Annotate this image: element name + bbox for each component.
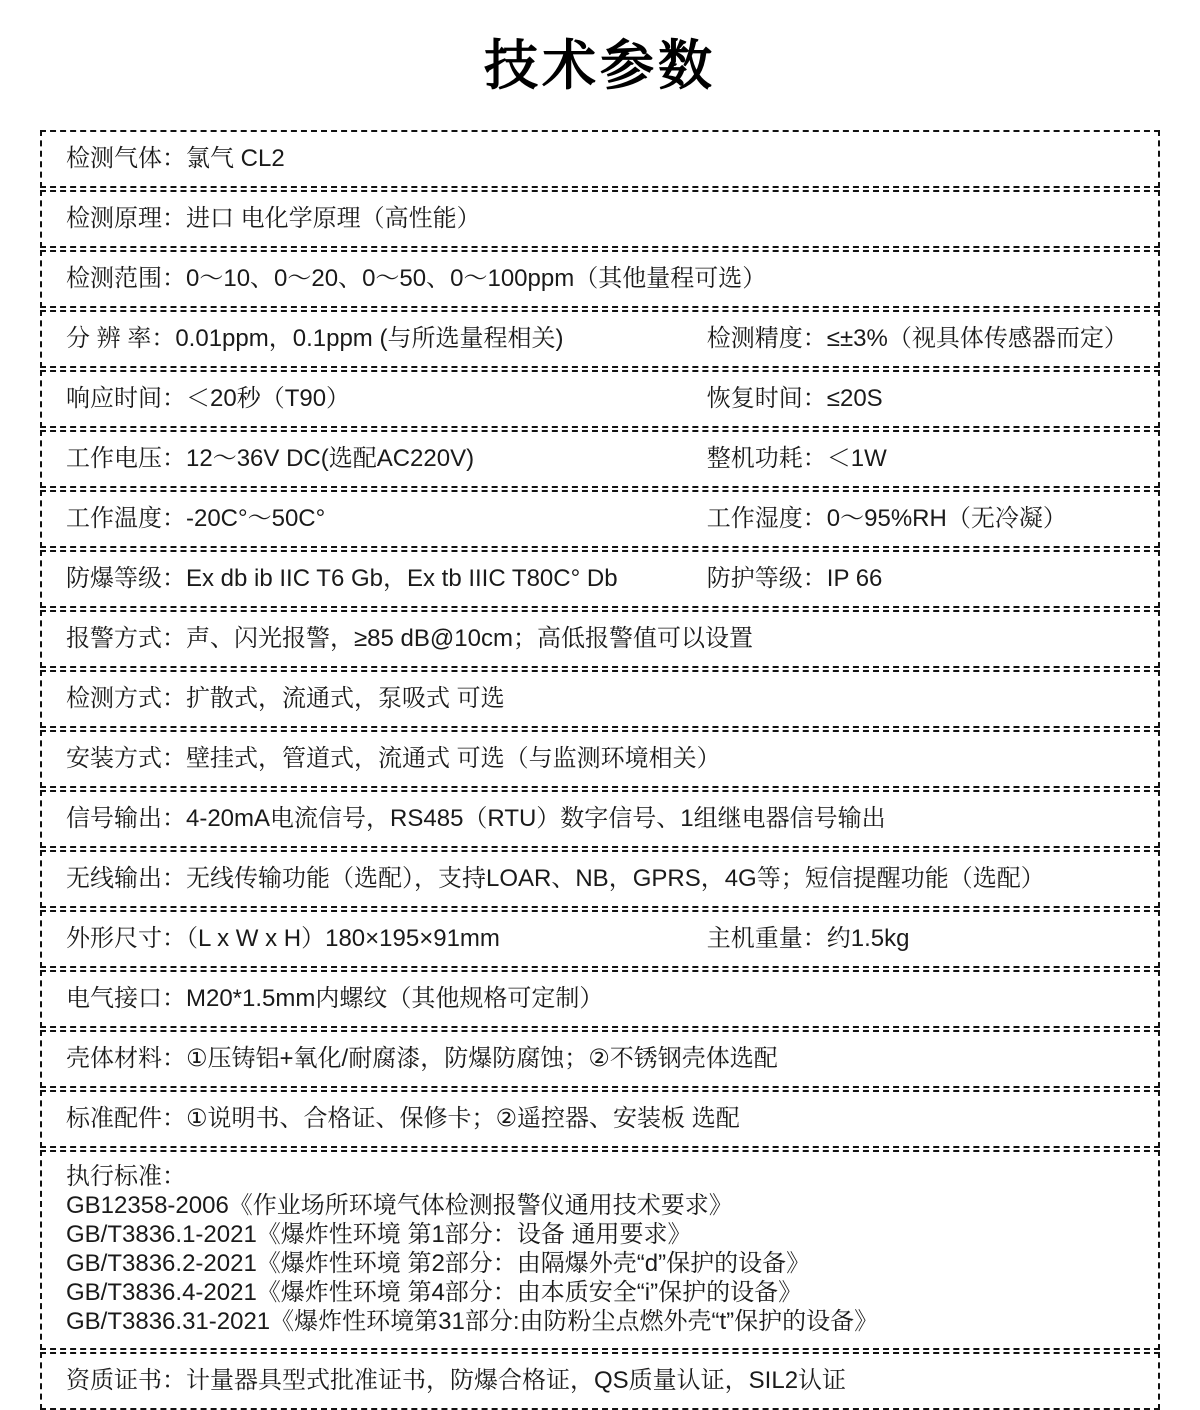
spec-text: 信号输出：4-20mA电流信号，RS485（RTU）数字信号、1组继电器信号输出 <box>66 805 886 832</box>
spec-text: 工作湿度：0～95%RH（无冷凝） <box>706 505 1067 532</box>
spec-text: 防护等级：IP 66 <box>706 565 883 592</box>
page-title: 技术参数 <box>484 36 716 96</box>
spec-row-dimensions-weight <box>40 910 1160 968</box>
standards-line: GB/T3836.4-2021《爆炸性环境 第4部分：由本质安全“i”保护的设备》 <box>66 1279 803 1306</box>
spec-text: 防爆等级：Ex db ib IIC T6 Gb，Ex tb IIIC T80C° Db <box>66 565 618 592</box>
spec-row-principle <box>40 190 1160 248</box>
spec-row-detection-mode <box>40 670 1160 728</box>
spec-row-explosion-ip <box>40 550 1160 608</box>
spec-row-resolution-accuracy <box>40 310 1160 368</box>
spec-text: 分 辨 率：0.01ppm，0.1ppm (与所选量程相关) <box>66 325 564 352</box>
spec-text: 资质证书：计量器具型式批准证书，防爆合格证，QS质量认证，SIL2认证 <box>66 1367 847 1394</box>
standards-line: GB/T3836.1-2021《爆炸性环境 第1部分：设备 通用要求》 <box>66 1221 692 1248</box>
spec-table <box>40 130 1160 1410</box>
spec-row-electrical-interface <box>40 970 1160 1028</box>
spec-row-response-recovery <box>40 370 1160 428</box>
spec-text: 整机功耗：＜1W <box>706 445 887 472</box>
spec-text: 标准配件：①说明书、合格证、保修卡；②遥控器、安装板 选配 <box>66 1105 740 1132</box>
spec-row-voltage-power <box>40 430 1160 488</box>
spec-text: 壳体材料：①压铸铝+氧化/耐腐漆，防爆防腐蚀；②不锈钢壳体选配 <box>66 1045 778 1072</box>
spec-row-installation <box>40 730 1160 788</box>
spec-text: 检测精度：≤±3%（视具体传感器而定） <box>706 325 1128 352</box>
spec-text: 无线输出：无线传输功能（选配），支持LOAR、NB，GPRS，4G等；短信提醒功能（选配） <box>66 865 1045 892</box>
spec-row-alarm <box>40 610 1160 668</box>
standards-line: 执行标准： <box>66 1163 186 1190</box>
spec-row-housing-material <box>40 1030 1160 1088</box>
spec-row-wireless-output <box>40 850 1160 908</box>
spec-row-range <box>40 250 1160 308</box>
spec-text: 外形尺寸：（L x W x H）180×195×91mm <box>66 925 500 952</box>
standards-line: GB12358-2006《作业场所环境气体检测报警仪通用技术要求》 <box>66 1192 733 1219</box>
spec-text: 恢复时间：≤20S <box>706 385 883 412</box>
standards-line: GB/T3836.31-2021《爆炸性环境第31部分:由防粉尘点燃外壳“t”保护的设备》 <box>66 1308 879 1335</box>
spec-row-temperature-humidity <box>40 490 1160 548</box>
standards-line: GB/T3836.2-2021《爆炸性环境 第2部分：由隔爆外壳“d”保护的设备》 <box>66 1250 811 1277</box>
spec-text: 检测范围：0～10、0～20、0～50、0～100ppm（其他量程可选） <box>66 265 767 292</box>
spec-row-accessories <box>40 1090 1160 1148</box>
spec-row-certificates <box>40 1352 1160 1410</box>
spec-text: 检测原理：进口 电化学原理（高性能） <box>66 205 481 232</box>
spec-text: 检测气体：氯气 CL2 <box>66 145 285 172</box>
spec-row-signal-output <box>40 790 1160 848</box>
spec-text: 报警方式：声、闪光报警，≥85 dB@10cm；高低报警值可以设置 <box>66 625 753 652</box>
spec-text: 工作电压：12～36V DC(选配AC220V) <box>66 445 475 472</box>
spec-text: 安装方式：壁挂式，管道式，流通式 可选（与监测环境相关） <box>66 745 721 772</box>
spec-text: 工作温度：-20C°～50C° <box>66 505 326 532</box>
spec-row-gas <box>40 130 1160 188</box>
spec-text: 主机重量：约1.5kg <box>706 925 910 952</box>
spec-row-standards <box>40 1150 1160 1350</box>
spec-text: 响应时间：＜20秒（T90） <box>66 385 351 412</box>
spec-text: 电气接口：M20*1.5mm内螺纹（其他规格可定制） <box>66 985 604 1012</box>
spec-text: 检测方式：扩散式，流通式，泵吸式 可选 <box>66 685 505 712</box>
